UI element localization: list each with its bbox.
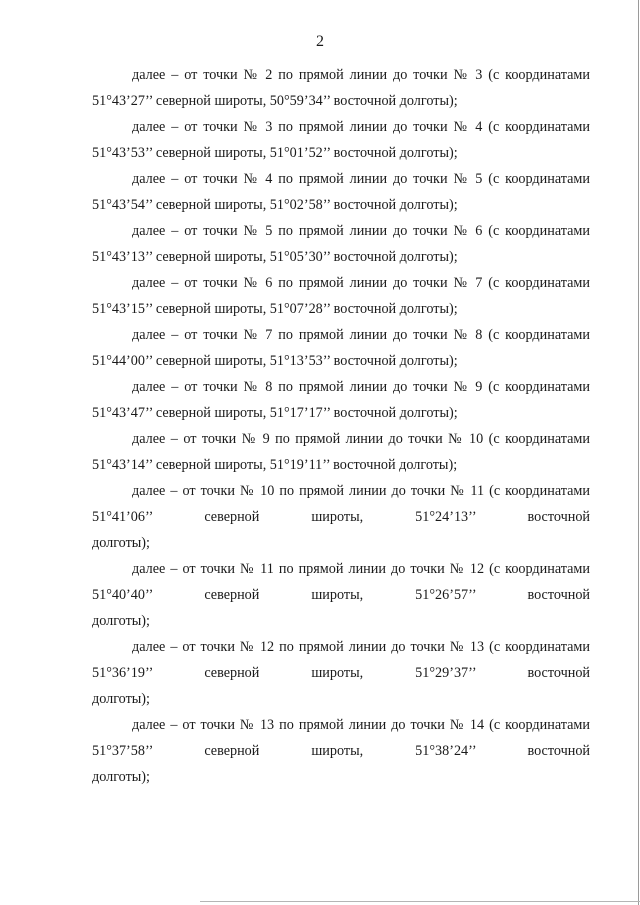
- paragraph-tail: долготы);: [92, 613, 150, 629]
- paragraph-point-6-7: далее – от точки № 6 по прямой линии до точки № 7 (с координатами 51°43’15’’ северной широты, 51°07’28’’ восточной долготы);: [92, 275, 590, 317]
- paragraph-point-10-11: [92, 478, 590, 556]
- page-number: 2: [316, 33, 324, 50]
- document-body: [92, 62, 590, 790]
- paragraph-point-13-14: [92, 712, 590, 790]
- paragraph-point-12-13: [92, 634, 590, 712]
- paragraph-point-8-9: далее – от точки № 8 по прямой линии до точки № 9 (с координатами 51°43’47’’ северной широты, 51°17’17’’ восточной долготы);: [92, 379, 590, 421]
- scan-edge-right: [638, 0, 639, 905]
- paragraph-tail: долготы);: [92, 691, 150, 707]
- paragraph-text: далее – от точки № 11 по прямой линии до точки № 12 (с координатами 51°40’40’’ северной широты, 51°26’57’’ восточной: [92, 561, 590, 603]
- paragraph-point-5-6: далее – от точки № 5 по прямой линии до точки № 6 (с координатами 51°43’13’’ северной широты, 51°05’30’’ восточной долготы);: [92, 223, 590, 265]
- paragraph-point-3-4: далее – от точки № 3 по прямой линии до точки № 4 (с координатами 51°43’53’’ северной широты, 51°01’52’’ восточной долготы);: [92, 119, 590, 161]
- scan-edge-bottom: [200, 901, 640, 902]
- paragraph-tail: долготы);: [92, 769, 150, 785]
- paragraph-point-9-10: далее – от точки № 9 по прямой линии до точки № 10 (с координатами 51°43’14’’ северной широты, 51°19’11’’ восточной долготы);: [92, 431, 590, 473]
- paragraph-point-7-8: далее – от точки № 7 по прямой линии до точки № 8 (с координатами 51°44’00’’ северной широты, 51°13’53’’ восточной долготы);: [92, 327, 590, 369]
- paragraph-text: далее – от точки № 13 по прямой линии до точки № 14 (с координатами 51°37’58’’ северной широты, 51°38’24’’ восточной: [92, 717, 590, 759]
- paragraph-tail: долготы);: [92, 535, 150, 551]
- paragraph-text: далее – от точки № 10 по прямой линии до точки № 11 (с координатами 51°41’06’’ северной широты, 51°24’13’’ восточной: [92, 483, 590, 525]
- paragraph-point-4-5: далее – от точки № 4 по прямой линии до точки № 5 (с координатами 51°43’54’’ северной широты, 51°02’58’’ восточной долготы);: [92, 171, 590, 213]
- paragraph-point-11-12: [92, 556, 590, 634]
- paragraph-text: далее – от точки № 12 по прямой линии до точки № 13 (с координатами 51°36’19’’ северной широты, 51°29’37’’ восточной: [92, 639, 590, 681]
- paragraph-point-2-3: далее – от точки № 2 по прямой линии до точки № 3 (с координатами 51°43’27’’ северной широты, 50°59’34’’ восточной долготы);: [92, 67, 590, 109]
